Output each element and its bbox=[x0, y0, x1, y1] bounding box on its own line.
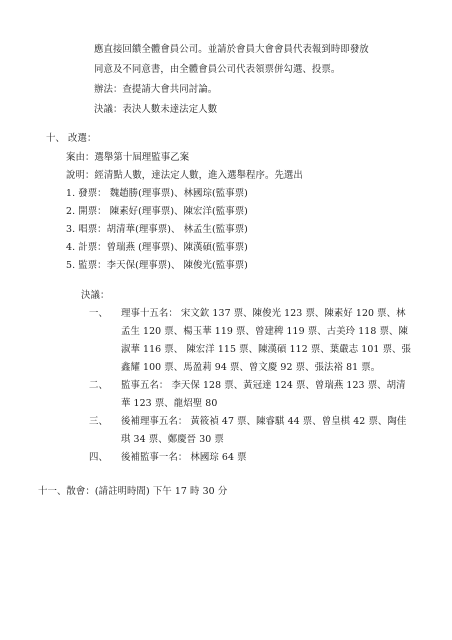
intro-line-1: 應直接回饋全體會員公司。並請於會員大會會員代表報到時即發放 bbox=[94, 44, 369, 55]
staff-item: 5. 監票：李天保(理事票)、 陳俊光(監事票) bbox=[66, 260, 248, 271]
result-line: 孟生 120 票、楊玉華 119 票、曾建稗 119 票、古美玲 118 票、陳 bbox=[121, 326, 408, 337]
result-line: 後補監事一名： 林國琮 64 票 bbox=[121, 452, 247, 463]
section-heading-election: 十、 改選： bbox=[46, 133, 97, 144]
result-index: 二、 bbox=[89, 380, 108, 391]
result-line: 華 123 票、龍炤聖 80 bbox=[121, 398, 218, 409]
resolution-label: 決議： bbox=[81, 290, 110, 301]
staff-item: 3. 唱票：胡清華(理事票)、 林孟生(監事票) bbox=[66, 224, 248, 235]
result-index: 一、 bbox=[89, 308, 108, 319]
result-line: 鑫耀 100 票、馬盈莉 94 票、曾文慶 92 票、張法裕 81 票。 bbox=[121, 362, 381, 373]
staff-item: 1. 發票： 魏趙勝(理事票)、林國琮(監事票) bbox=[66, 188, 248, 199]
intro-resolution: 決議：表決人數未達法定人數 bbox=[94, 104, 218, 115]
intro-line-2: 同意及不同意書，由全體會員公司代表領票併勾選、投票。 bbox=[94, 64, 341, 75]
explanation-line: 說明：經清點人數，達法定人數，進入選舉程序。先選出 bbox=[66, 170, 303, 181]
result-line: 理事十五名： 宋文欽 137 票、陳俊光 123 票、陳素好 120 票、林 bbox=[121, 308, 406, 319]
result-line: 琪 34 票、鄭慶晉 30 票 bbox=[121, 434, 224, 445]
result-index: 三、 bbox=[89, 416, 108, 427]
result-index: 四、 bbox=[89, 452, 108, 463]
result-line: 淑華 116 票、 陳宏洋 115 票、陳漢碩 112 票、葉嚴志 101 票、張 bbox=[121, 344, 411, 355]
result-line: 監事五名： 李天保 128 票、黃冠達 124 票、曾瑞燕 123 票、胡清 bbox=[121, 380, 406, 391]
staff-item: 4. 計票：曾瑞燕 (理事票)、陳漢碩(監事票) bbox=[66, 242, 248, 253]
adjournment-line: 十一、散會：(請註明時間) 下午 17 時 30 分 bbox=[38, 486, 228, 497]
result-line: 後補理事五名： 黃筱禎 47 票、陳睿騏 44 票、曾皇棋 42 票、陶佳 bbox=[121, 416, 407, 427]
case-line: 案由：選舉第十屆理監事乙案 bbox=[66, 152, 190, 163]
staff-item: 2. 開票： 陳素好(理事票)、陳宏洋(監事票) bbox=[66, 206, 248, 217]
intro-method: 辦法：查提請大會共同討論。 bbox=[94, 84, 218, 95]
